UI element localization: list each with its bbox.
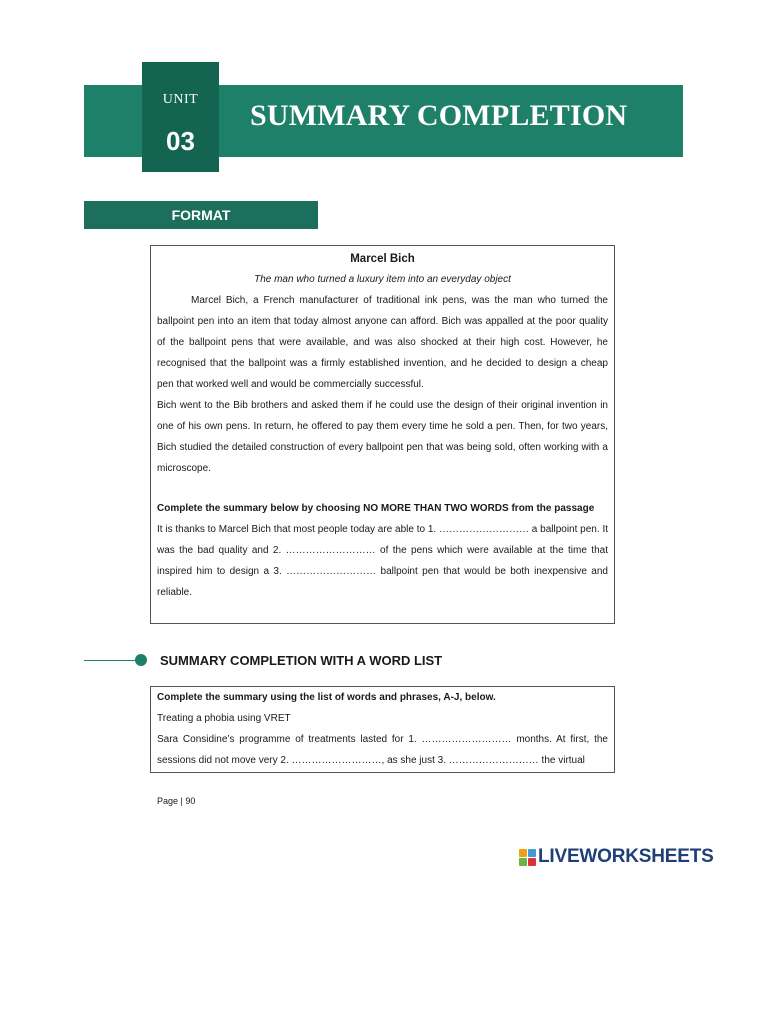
section-heading: SUMMARY COMPLETION WITH A WORD LIST xyxy=(160,653,443,668)
logo-square xyxy=(519,858,527,866)
brand-name: LIVEWORKSHEETS xyxy=(538,846,714,867)
unit-badge xyxy=(142,62,219,172)
task-instruction: Complete the summary using the list of words and phrases, A-J, below. xyxy=(157,692,496,703)
passage-paragraph-2: Bich went to the Bib brothers and asked them if he could use the design of their original invention in one of his own pens. In return, he offered to pay them every time he sold a pen. Then, for two years, Bich studied the detailed construction of every ballpoint pen that was being sold, often working with a microscope. xyxy=(157,400,608,474)
passage-instruction: Complete the summary below by choosing NO MORE THAN TWO WORDS from the passage xyxy=(157,503,595,514)
liveworksheets-logo xyxy=(519,846,714,868)
page-title: SUMMARY COMPLETION xyxy=(250,99,628,132)
task-box xyxy=(150,686,615,773)
task-title: Treating a phobia using VRET xyxy=(157,713,291,724)
task-text: Sara Considine’s programme of treatments lasted for 1. ……………………… months. At first, the sessions did not move very 2. ………………………, as she just 3. ……………………… the virtual xyxy=(157,734,608,766)
page-number: Page | 90 xyxy=(157,796,196,806)
logo-square xyxy=(528,858,536,866)
logo-square xyxy=(519,849,527,857)
logo-grid-icon xyxy=(519,849,536,866)
format-heading: FORMAT xyxy=(84,201,318,229)
passage-title: Marcel Bich xyxy=(350,253,415,265)
passage-summary: It is thanks to Marcel Bich that most people today are able to 1. ……………………… a ballpoint pen. It was the bad quality and 2. ……………………… of the pens which were available at the time that inspired him to design a 3. ……………………… ballpoint pen that would be both inexpensive and reliable. xyxy=(157,524,608,598)
unit-number: 03 xyxy=(166,126,195,156)
passage-paragraph-1: Marcel Bich, a French manufacturer of traditional ink pens, was the man who turned the ballpoint pen into an item that today almost anyone can afford. Bich was appalled at the poor quality of the ballpoint pens that were available, and was also shocked at their high cost. However, he recognised that the ballpoint was a firmly established invention, and he decided to design a cheap pen that worked well and would be commercially successful. xyxy=(157,295,608,390)
section-divider-line xyxy=(84,660,140,661)
passage-box xyxy=(150,245,615,624)
unit-label: UNIT xyxy=(162,92,199,107)
passage-subtitle: The man who turned a luxury item into an everyday object xyxy=(254,274,511,285)
section-bullet-icon xyxy=(135,654,147,666)
logo-square xyxy=(528,849,536,857)
